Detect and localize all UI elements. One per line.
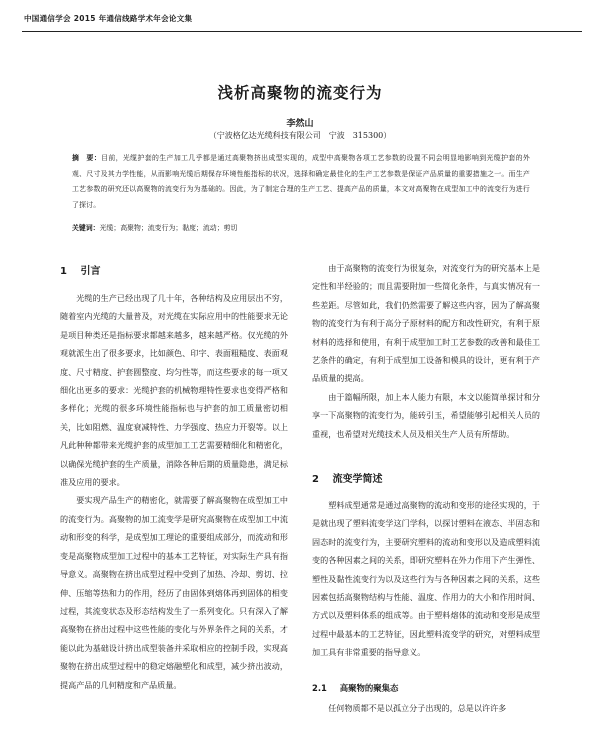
author: 李然山	[286, 119, 314, 129]
section-2-heading	[312, 470, 382, 485]
paper-title: 浅析高聚物的流变行为	[217, 84, 383, 102]
section-1-body	[60, 289, 288, 694]
paragraph: 塑料成型通常是通过高聚物的流动和变形的途径实现的，于是就出现了塑料流变学这门学科，以探讨塑料在液态、半固态和固态时的流变行为，主要研究塑料的流动和变形以及造成塑料流变的各种因素之间的关系，即研究塑料在外力作用下产生弹性、塑性及黏性流变行为以及这些行为与各种因素之间的关系，这些因素包括高聚物结构与性能、温度、作用力的大小和作用时间、方式以及塑料体系的组成等。由于塑料熔体的流动和变形是成型过程中最基本的工艺特征，因此塑料流变学的研究，对塑料成型加工具有非常重要的指导意义。	[312, 500, 540, 658]
section-1-title: 引言	[80, 266, 101, 277]
right-intro-body	[312, 259, 540, 443]
keywords-label: 关键词：	[72, 224, 100, 232]
header-rule	[22, 31, 582, 32]
abstract-label: 摘 要：	[72, 154, 102, 162]
subsection-2-1-heading	[312, 682, 398, 694]
section-2-body	[312, 496, 540, 662]
affiliation: （宁波格亿达光缆科技有限公司 宁波 315300）	[208, 131, 392, 140]
paragraph: 光缆的生产已经出现了几十年，各种结构及应用层出不穷，随着室内光缆的大量普及，对光缆在实际应用中的性能要求无论是项目种类还是指标要求都越来越多，越来越严格。仅光缆的外观就派生出了很多要求，比如颜色、印字、表面粗糙度、表面观度、尺寸精度、护套圆整度、均匀性等，而这些要求的每一项又细化出更多的要求：光缆护套的机械物理特性要求也变得严格和多样化；光缆的很多环境性能指标也与护套的加工质量密切相关，比如阻燃、温度衰减特性、力学强度、热应力开裂等。以上凡此种种都带来光缆护套的成型加工工艺需要精细化和精密化，以确保光缆护套的生产质量，消除各种后期的质量隐患，满足标准及应用的要求。	[60, 293, 288, 488]
paragraph: 任何物质都不是以孤立分子出现的，总是以许许多	[328, 703, 507, 713]
subsection-title: 高聚物的聚集态	[339, 683, 399, 693]
paragraph: 由于篇幅所限，加上本人能力有限，本文以能简单探讨和分享一下高聚物的流变行为，能砖引玉，希望能够引起相关人员的重视，也希望对光缆技术人员及相关生产人员有所帮助。	[312, 391, 540, 439]
running-header: 中国通信学会 2015 年通信线路学术年会论文集	[24, 14, 193, 23]
subsection-2-1-body	[312, 699, 540, 717]
section-2-number: 2	[312, 474, 319, 485]
section-2-title: 流变学简述	[332, 474, 383, 485]
subsection-number: 2.1	[312, 683, 327, 693]
keywords-text: 光缆；高聚物；流变行为；黏度；流动；剪切	[99, 224, 238, 232]
abstract-text: 目前，光缆护套的生产加工几乎都是通过高聚物挤出成型实现的，成型中高聚物各项工艺参数的设置不同会明显地影响到光缆护套的外观、尺寸及其力学性能，从而影响光缆后期保存环境性能指标的状况，选择和确定最佳化的生产工艺参数是保证产品质量的重要措施之一。而生产工艺参数的研究还以高聚物的流变行为为基础的。因此，为了制定合理的生产工艺、提高产品的质量，本文对高聚物在成型加工中的流变行为进行了探讨。	[72, 154, 530, 209]
paragraph: 要实现产品生产的精密化，就需要了解高聚物在成型加工中的流变行为。高聚物的加工流变学是研究高聚物在成型加工中流动和形变的科学，是成型加工理论的重要组成部分，而流动和形变是高聚物成型加工过程中的基本工艺特征，对实际生产具有指导意义。高聚物在挤出成型过程中受到了加热、冷却、剪切、拉伸、压缩等热和力的作用，经历了由固体到熔体再到固体的相变过程，其流变状态及形态结构发生了一系列变化。只有深入了解高聚物在挤出过程中这些性能的变化与外界条件之间的关系，才能以此为基础设计挤出成型装备并采取相应的控制手段，实现高聚物在挤出成型过程中的稳定熔融塑化和成型，减少挤出波动，提高产品的几何精度和产品质量。	[60, 495, 288, 690]
abstract	[72, 151, 530, 213]
section-1-number: 1	[60, 266, 67, 277]
keywords	[72, 222, 530, 232]
paragraph: 由于高聚物的流变行为很复杂，对流变行为的研究基本上是定性和半经验的；而且需要附加一些简化条件，与真实情况有一些差距。尽管如此，我们仍然需要了解这些内容，因为了解高聚物的流变行为有利于高分子原材料的配方和改性研究，有利于原材料的选择和使用，有利于成型加工时工艺参数的改善和最佳工艺条件的确定，有利于成型加工设备和模具的设计，更有利于产品质量的提高。	[312, 263, 540, 384]
section-1-heading	[60, 262, 100, 277]
